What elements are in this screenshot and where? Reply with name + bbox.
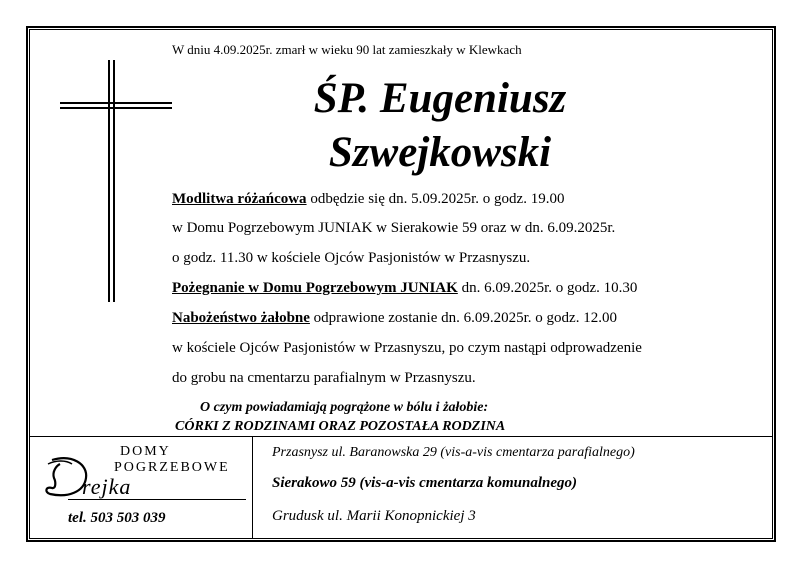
farewell-line [172,279,637,297]
cross-icon-vertical-1 [108,60,110,302]
rosary-line-2: w Domu Pogrzebowym JUNIAK w Sierakowie 59 oraz w dn. 6.09.2025r. [172,220,616,236]
mass-line-2: w kościele Ojców Pasjonistów w Przasnyszu, po czym nastąpi odprowadzenie [172,340,642,356]
footer-vertical-divider [252,436,253,539]
notice-line-2: CÓRKI Z RODZINAMI ORAZ POZOSTAŁA RODZINA [175,419,506,434]
address-sierakowo: Sierakowo 59 (vis-a-vis cmentarza komunalnego) [272,475,578,491]
logo-line-domy: DOMY [120,444,171,459]
mass-label: Nabożeństwo żałobne [172,310,310,326]
footer-divider [29,436,773,437]
phone-number: tel. 503 503 039 [68,510,166,526]
rosary-line-3: o godz. 11.30 w kościele Ojców Pasjonistów w Przasnyszu. [172,250,531,266]
logo-brand-text: rejka [82,474,132,499]
mass-line-1 [172,309,617,327]
mass-line-3: do grobu na cmentarzu parafialnym w Przasnyszu. [172,370,476,386]
cross-icon-horizontal-2 [60,107,172,109]
rosary-line-1 [172,190,564,208]
rosary-label: Modlitwa różańcowa [172,191,307,207]
deceased-name-last: Szwejkowski [328,129,552,176]
farewell-text: dn. 6.09.2025r. o godz. 10.30 [457,280,638,296]
logo-underline [68,499,246,500]
address-grudusk: Grudusk ul. Marii Konopnickiej 3 [272,508,476,524]
cross-icon-horizontal-1 [60,102,172,104]
death-announcement-intro: W dniu 4.09.2025r. zmarł w wieku 90 lat zamieszkały w Klewkach [172,42,522,57]
rosary-text: odbędzie się dn. 5.09.2025r. o godz. 19.00 [306,191,565,207]
funeral-home-logo [38,440,248,508]
notice-line-1: O czym powiadamiają pogrążone w bólu i żałobie: [200,400,489,415]
cross-icon-vertical-2 [113,60,115,302]
farewell-label: Pożegnanie w Domu Pogrzebowym JUNIAK [172,280,458,296]
logo-line-pogrzebowe: POGRZEBOWE [114,460,230,475]
address-przasnysz: Przasnysz ul. Baranowska 29 (vis-a-vis cmentarza parafialnego) [272,445,635,460]
deceased-name-first: ŚP. Eugeniusz [313,75,567,122]
mass-text: odprawione zostanie dn. 6.09.2025r. o godz. 12.00 [309,310,617,326]
